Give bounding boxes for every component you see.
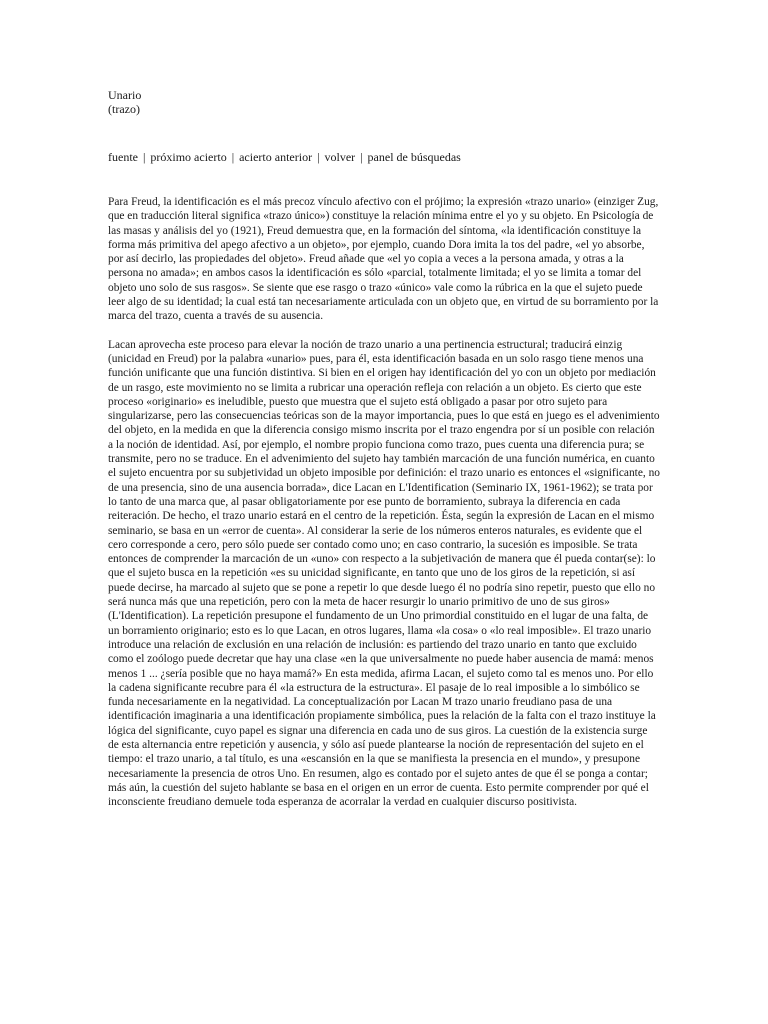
nav-separator: | — [142, 150, 146, 164]
nav-link-acierto-anterior[interactable]: acierto anterior — [239, 150, 313, 164]
paragraph: Para Freud, la identificación es el más precoz vínculo afectivo con el prójimo; la expresión «trazo unario» (einziger Zug, que en traducción literal significa «trazo único») constituye la relación mínima entre el yo y su objeto. En Psicología de las masas y análisis del yo (1921), Freud demuestra que, en la formación del síntoma, «la identificación constituye la forma más primitiva del apego afectivo a un objeto», por ejemplo, cuando Dora imita la tos del padre, «el yo absorbe, por así decirlo, las propiedades del objeto». Freud añade que «el yo copia a veces a la persona amada, y otras a la persona no amada»; en ambos casos la identificación es sólo «parcial, totalmente limitada; el yo se limita a tomar del objeto uno solo de sus rasgos». Se siente que ese rasgo o trazo «único» vale como la rúbrica en la que el sujeto puede leer algo de su identidad; la cual está tan necesariamente articulada con un objeto que, en virtud de su borramiento por la marca del trazo, cuenta a través de su ausencia. — [108, 196, 659, 323]
nav-separator: | — [360, 150, 363, 164]
page-subtitle: (trazo) — [108, 102, 140, 116]
navigation-bar — [108, 150, 660, 164]
title-block — [108, 88, 660, 116]
nav-separator: | — [317, 150, 320, 164]
nav-link-volver[interactable]: volver — [324, 150, 356, 164]
article-body — [108, 195, 660, 809]
document-page — [108, 88, 660, 823]
nav-link-panel-de-busquedas[interactable]: panel de búsquedas — [367, 150, 461, 164]
nav-link-fuente[interactable]: fuente — [108, 150, 138, 164]
paragraph: Lacan aprovecha este proceso para elevar la noción de trazo unario a una pertinencia estructural; traducirá einzig (unicidad en Freud) por la palabra «unario» pues, para él, esta identificación basada en un solo rasgo tiene menos una función unificante que una función distintiva. Si bien en el origen hay identificación del yo con un objeto por mediación de un rasgo, este movimiento no se limita a rubricar una operación refleja con relación a un objeto. Es cierto que este proceso «originario» es ineludible, puesto que muestra que el sujeto está obligado a pasar por otro sujeto para singularizarse, pero las consecuencias teóricas son de la mayor importancia, pues lo que está en juego es el advenimiento del objeto, en la medida en que la diferencia consigo mismo inscrita por el trazo engendra por sí un posible con relación a la noción de identidad. Así, por ejemplo, el nombre propio funciona como trazo, pues cuenta una diferencia pura; se transmite, pero no se traduce. En el advenimiento del sujeto hay también marcación de una función numérica, en cuanto el sujeto encuentra por su subjetividad un objeto imposible por definición: el trazo unario es entonces el «significante, no de una presencia, sino de una ausencia borrada», dice Lacan en L'Identification (Seminario IX, 1961-1962); se trata por lo tanto de una marca que, al pasar obligatoriamente por ese punto de borramiento, subraya la diferencia en cada reiteración. De hecho, el trazo unario estará en el centro de la repetición. Ésta, según la expresión de Lacan en el mismo seminario, se basa en un «error de cuenta». Al considerar la serie de los números enteros naturales, es evidente que el cero corresponde a cero, pero sólo puede ser contado como uno; en caso contrario, la sucesión es imposible. Se trata entonces de comprender la marcación de un «uno» con respecto a la subjetivación de manera que él pueda contar(se): lo que el sujeto busca en la repetición «es su unicidad significante, en tanto que uno de los giros de la repetición, si así puede decirse, ha marcado al sujeto que se pone a repetir lo que desde luego él no podría sino repetir, puesto que ello no será nunca más que una repetición, pero con la meta de hacer resurgir lo unario primitivo de uno de sus giros» (L'Identification). La repetición presupone el fundamento de un Uno primordial constituido en el lugar de una falta, de un borramiento originario; esto es lo que Lacan, en otros lugares, llama «la cosa» o «lo real imposible». El trazo unario introduce una relación de exclusión en una relación de inclusión: es partiendo del trazo unario en tanto que excluido como el zoólogo puede decretar que hay una clase «en la que universalmente no puede haber ausencia de mamá: menos menos 1 ... ¿sería posible que no haya mamá?» En esta medida, afirma Lacan, el sujeto como tal es menos uno. Por ello la cadena significante recubre para él «la estructura de la estructura». El pasaje de lo real imposible a lo simbólico se funda necesariamente en la negatividad. La conceptualización por Lacan M trazo unario freudiano pasa de una identificación imaginaria a una identificación propiamente simbólica, pues la relación de la falta con el trazo instituye la lógica del significante, cuyo papel es signar una diferencia en cada uno de sus giros. La cuestión de la existencia surge de esta alternancia entre repetición y ausencia, y sólo así puede plantearse la noción de representación del sujeto en el tiempo: el trazo unario, a tal título, es una «escansión en la que se manifiesta la presencia en el mundo», y presupone necesariamente la presencia de otros Uno. En resumen, algo es contado por el sujeto antes de que él se ponga a contar; más aún, la cuestión del sujeto hablante se basa en el origen en un error de cuenta. Esto permite comprender por qué el inconsciente freudiano demuele toda esperanza de acorralar la verdad en cualquier discurso positivista. — [108, 338, 660, 809]
nav-separator: | — [231, 150, 235, 164]
nav-link-proximo-acierto[interactable]: próximo acierto — [150, 150, 227, 164]
page-title: Unario — [108, 88, 142, 102]
